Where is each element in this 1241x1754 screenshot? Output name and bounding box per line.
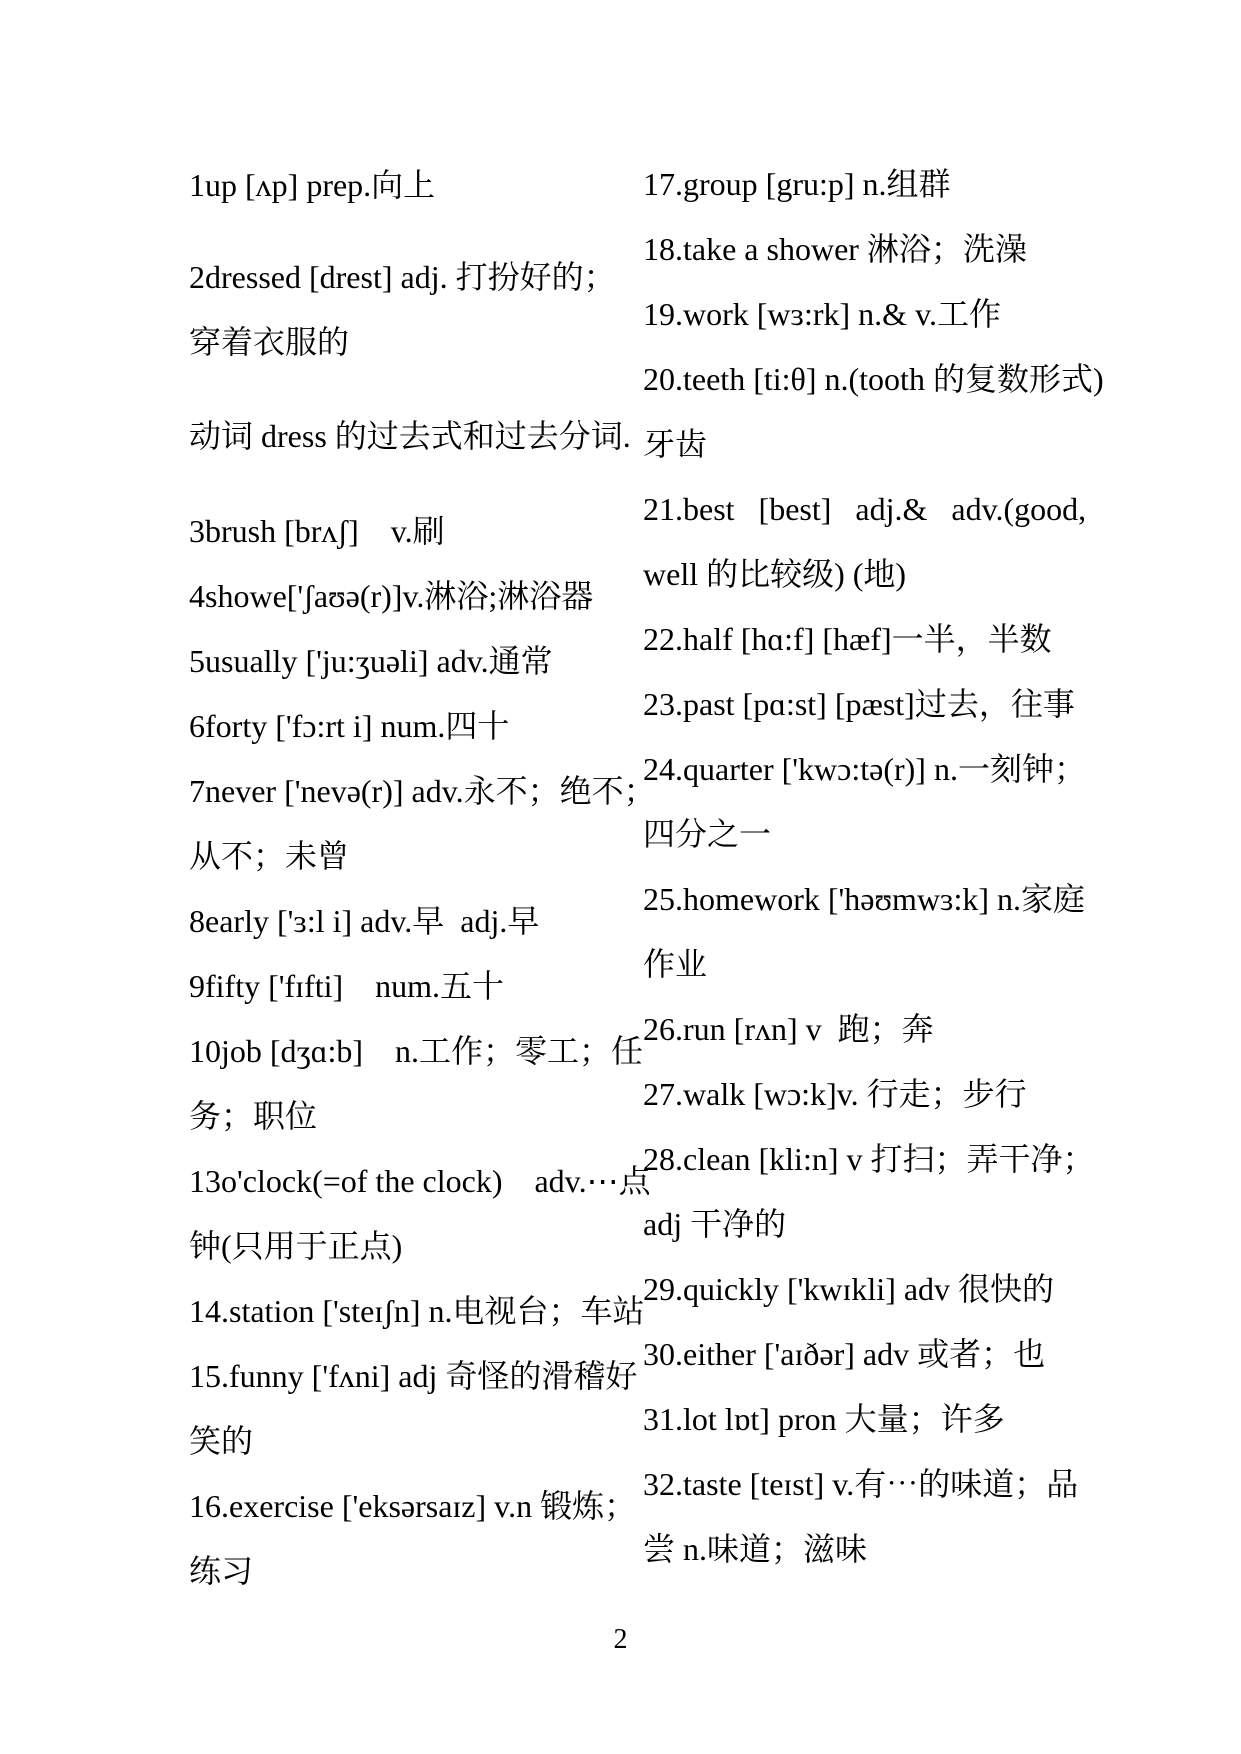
vocab-entry <box>643 282 1104 347</box>
vocab-line: 10job [dʒɑ:b] n.工作；零工；任 <box>189 1033 644 1069</box>
vocab-entry <box>189 245 656 375</box>
vocab-entry <box>189 1149 656 1279</box>
vocab-entry <box>643 347 1104 477</box>
vocab-line: 3brush [brʌʃ] v.刷 <box>189 513 445 549</box>
vocab-entry <box>643 997 1104 1062</box>
vocab-line: 务；职位 <box>189 1098 318 1134</box>
vocab-line: 15.funny ['fʌni] adj 奇怪的滑稽好 <box>189 1358 638 1394</box>
vocab-line: 13o'clock(=of the clock) adv.⋯点 <box>189 1163 651 1199</box>
vocab-line: adj 干净的 <box>643 1206 787 1242</box>
vocab-line: 22.half [hɑ:f] [hæf]一半，半数 <box>643 621 1052 657</box>
vocab-entry <box>189 1474 656 1604</box>
vocab-entry <box>643 867 1104 997</box>
vocab-entry <box>189 694 656 759</box>
vocab-line: 25.homework ['həʊmwɜ:k] n.家庭 <box>643 881 1086 917</box>
vocab-line: 作业 <box>643 946 708 982</box>
vocab-line: 30.either ['aɪðər] adv 或者；也 <box>643 1336 1046 1372</box>
vocab-line: 从不；未曾 <box>189 838 350 874</box>
vocab-entry <box>189 1019 656 1149</box>
vocab-entry <box>189 153 656 218</box>
vocab-line: 动词 dress 的过去式和过去分词. <box>189 418 631 454</box>
vocab-line: 26.run [rʌn] v 跑；奔 <box>643 1011 934 1047</box>
vocab-line: 四分之一 <box>643 816 772 852</box>
vocab-line: 穿着衣服的 <box>189 324 350 360</box>
vocab-line: 9fifty ['fɪfti] num.五十 <box>189 968 505 1004</box>
vocab-line: 1up [ʌp] prep.向上 <box>189 167 436 203</box>
vocab-line: 8early ['ɜ:l i] adv.早 adj.早 <box>189 903 540 939</box>
vocab-line: 6forty ['fɔ:rt i] num.四十 <box>189 708 510 744</box>
vocab-entry <box>189 1279 656 1344</box>
vocab-entry <box>189 629 656 694</box>
vocab-line: 16.exercise ['eksərsaɪz] v.n 锻炼； <box>189 1488 637 1524</box>
vocab-entry <box>643 477 1104 607</box>
vocab-line: 27.walk [wɔ:k]v. 行走；步行 <box>643 1076 1027 1112</box>
vocab-entry <box>643 1062 1104 1127</box>
vocab-line: 尝 n.味道；滋味 <box>643 1531 868 1567</box>
vocab-line: 14.station ['steɪʃn] n.电视台；车站 <box>189 1293 645 1329</box>
vocab-line: 笑的 <box>189 1423 254 1459</box>
vocab-line: 2dressed [drest] adj. 打扮好的； <box>189 259 616 295</box>
column-left <box>189 153 656 1604</box>
vocab-entry <box>643 1387 1104 1452</box>
vocab-entry <box>643 672 1104 737</box>
vocab-line: 28.clean [kli:n] v 打扫；弄干净； <box>643 1141 1095 1177</box>
page-number: 2 <box>613 1624 628 1655</box>
vocab-line: 29.quickly ['kwɪkli] adv 很快的 <box>643 1271 1055 1307</box>
vocab-line: 17.group [gru:p] n.组群 <box>643 166 951 202</box>
vocab-entry <box>189 499 656 564</box>
vocab-line: 20.teeth [ti:θ] n.(tooth 的复数形式) <box>643 361 1104 397</box>
vocab-entry <box>643 737 1104 867</box>
vocab-line: 21.best [best] adj.& adv.(good, <box>643 491 1087 527</box>
vocab-entry <box>189 1344 656 1474</box>
vocab-line: 练习 <box>189 1553 254 1589</box>
vocab-line: 牙齿 <box>643 426 708 462</box>
vocab-line: well 的比较级) (地) <box>643 556 907 592</box>
vocab-entry <box>643 217 1104 282</box>
vocab-line: 19.work [wɜ:rk] n.& v.工作 <box>643 296 1001 332</box>
vocab-entry <box>643 607 1104 672</box>
vocab-line: 5usually ['ju:ʒuəli] adv.通常 <box>189 643 553 679</box>
vocab-line: 钟(只用于正点) <box>189 1228 403 1264</box>
vocab-entry <box>189 889 656 954</box>
vocab-entry <box>643 1322 1104 1387</box>
vocab-line: 24.quarter ['kwɔ:tə(r)] n.一刻钟； <box>643 751 1086 787</box>
vocab-line: 32.taste [teɪst] v.有⋯的味道；品 <box>643 1466 1079 1502</box>
vocab-entry <box>189 564 656 629</box>
vocab-line: 4showe['ʃaʊə(r)]v.淋浴;淋浴器 <box>189 578 594 614</box>
column-right <box>643 152 1104 1582</box>
vocab-entry <box>643 152 1104 217</box>
vocab-entry <box>189 954 656 1019</box>
vocab-line: 7never ['nevə(r)] adv.永不；绝不； <box>189 773 656 809</box>
vocab-line: 31.lot lɒt] pron 大量；许多 <box>643 1401 1005 1437</box>
vocab-entry <box>643 1257 1104 1322</box>
vocab-line: 23.past [pɑ:st] [pæst]过去，往事 <box>643 686 1075 722</box>
vocab-entry <box>189 404 656 469</box>
vocab-entry <box>643 1127 1104 1257</box>
vocab-line: 18.take a shower 淋浴；洗澡 <box>643 231 1027 267</box>
vocab-entry <box>643 1452 1104 1582</box>
vocab-entry <box>189 759 656 889</box>
